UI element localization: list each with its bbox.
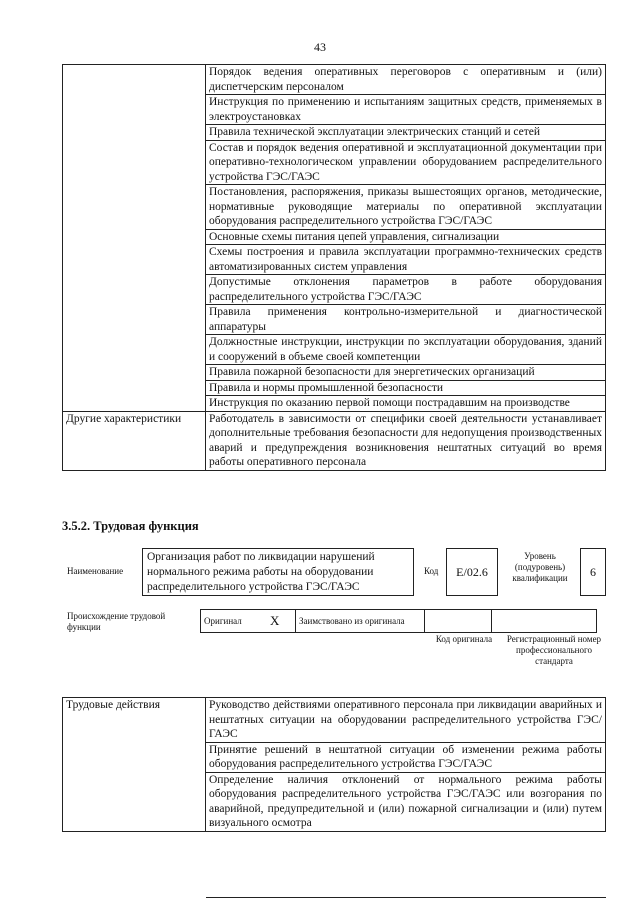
section-heading: 3.5.2. Трудовая функция [62,519,199,533]
action-item: Принятие решений в нештатной ситуации об изменении режима работы оборудования распределительного устройства ГЭС/ГАЭС [206,742,606,772]
requirement-item: Правила применения контрольно-измерительной и диагностической аппаратуры [206,305,606,335]
other-characteristics-text: Работодатель в зависимости от специфики своей деятельности устанавливает дополнительные требования безопасности для недопущения производственных аварий и предупреждения возникновения нештатных ситуаций во время работы оперативного персонала [206,411,606,470]
requirement-item: Правила пожарной безопасности для энергетических организаций [206,365,606,381]
actions-label: Трудовые действия [63,698,206,832]
original-label: Оригинал [201,610,268,633]
origin-table [200,609,597,633]
requirement-item: Постановления, распоряжения, приказы вышестоящих органов, методические, нормативные руководящие материалы по оперативной эксплуатации оборудования распределительного устройства ГЭС/ГАЭС [206,185,606,230]
requirement-item: Должностные инструкции, инструкции по эксплуатации оборудования, зданий и сооружений в объеме своей компетенции [206,335,606,365]
requirement-item: Основные схемы питания цепей управления, сигнализации [206,229,606,245]
reg-caption: Регистрационный номер профессионального стандарта [506,634,602,666]
level-label: Уровень (подуровень) квалификации [512,551,568,583]
page-number: 43 [314,40,326,54]
requirement-item: Схемы построения и правила эксплуатации программно-технических средств автоматизированных систем управления [206,245,606,275]
actions-table [62,697,606,832]
function-name: Организация работ по ликвидации нарушений нормального режима работы на оборудовании распределительного устройства ГЭС/ГАЭС [142,548,414,596]
table-continuation-line [206,897,606,898]
other-characteristics-label: Другие характеристики [63,411,206,470]
name-label: Наименование [67,566,124,576]
borrowed-label: Заимствовано из оригинала [296,610,425,633]
requirement-item: Порядок ведения оперативных переговоров с оперативным и (или) диспетчерским персоналом [206,65,606,95]
requirement-row [63,65,606,95]
requirement-item: Состав и порядок ведения оперативной и эксплуатационной документации при оперативно-технологическом управлении оборудованием распределительного устройства ГЭС/ГАЭС [206,140,606,185]
requirement-item: Правила технической эксплуатации электрических станций и сетей [206,125,606,141]
requirement-item: Инструкция по оказанию первой помощи пострадавшим на производстве [206,396,606,412]
requirement-item: Инструкция по применению и испытаниям защитных средств, применяемых в электроустановках [206,95,606,125]
action-item: Руководство действиями оперативного персонала при ликвидации аварийных и нештатных ситуации на оборудовании распределительного устройства ГЭС/ГАЭС [206,698,606,743]
requirements-table [62,64,606,471]
other-characteristics-row [63,411,606,470]
function-code: E/02.6 [446,548,498,596]
action-item: Определение наличия отклонений от нормального режима работы оборудования распределительного устройства ГЭС/ГАЭС или возгорания по аварийной, предупредительной и (или) пожарной сигнализации и (или) путем визуального осмотра [206,772,606,831]
action-row [63,698,606,743]
original-code-cell [425,610,492,633]
requirement-item: Допустимые отклонения параметров в работе оборудования распределительного устройства ГЭС/ГАЭС [206,275,606,305]
requirement-item: Правила и нормы промышленной безопасности [206,380,606,396]
original-mark: X [267,610,296,633]
code-label: Код [424,566,439,576]
reg-number-cell [492,610,597,633]
code-caption: Код оригинала [435,634,493,644]
level-value: 6 [580,548,606,596]
requirements-label-cell [63,65,206,412]
origin-label: Происхождение трудовой функции [67,611,166,632]
